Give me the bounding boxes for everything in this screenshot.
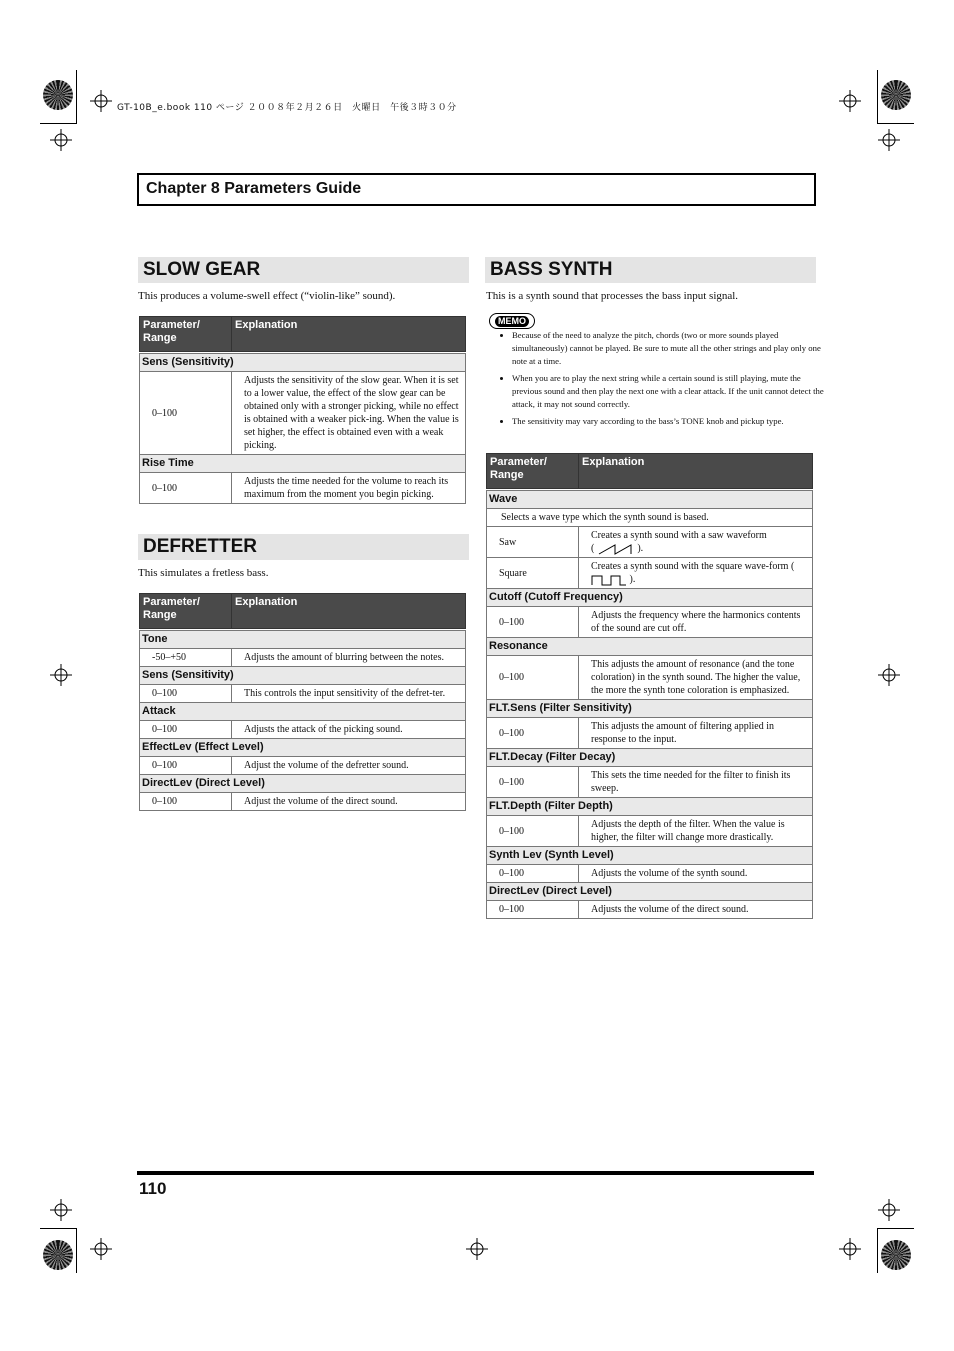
range-cell: 0–100 — [487, 718, 579, 749]
range-cell: 0–100 — [487, 816, 579, 847]
range-cell: 0–100 — [487, 607, 579, 638]
explanation-cell: Adjusts the sensitivity of the slow gear. When it is set to a lower value, the effect of the slow gear can be obtained only with a stronger picking, while no effect is obtained with a weaker pick-ing. When the value is set higher, the effect is obtained even with a weak picking. — [232, 372, 466, 455]
slow-gear-intro: This produces a volume-swell effect (“violin-like” sound). — [138, 290, 396, 302]
registration-rosette-icon — [881, 80, 911, 110]
range-cell: 0–100 — [140, 757, 232, 775]
table-row — [487, 865, 813, 883]
group-header: DirectLev (Direct Level) — [487, 883, 813, 901]
explanation-cell: Adjust the volume of the direct sound. — [232, 793, 466, 811]
group-header: Tone — [140, 631, 466, 649]
range-cell: 0–100 — [140, 372, 232, 455]
memo-badge — [489, 313, 535, 329]
section-title-defretter: DEFRETTER — [138, 534, 469, 560]
table-row — [487, 656, 813, 700]
range-cell: 0–100 — [140, 473, 232, 504]
group-header: DirectLev (Direct Level) — [140, 775, 466, 793]
crosshair-target-icon — [878, 1199, 900, 1221]
group-header: Wave — [487, 491, 813, 509]
table-row — [140, 473, 466, 504]
explanation-cell: This adjusts the amount of filtering applied in response to the input. — [579, 718, 813, 749]
explanation-cell: Adjusts the depth of the filter. When the value is higher, the filter will change more drastically. — [579, 816, 813, 847]
slow-gear-table — [139, 316, 466, 504]
header-explanation: Explanation — [232, 317, 466, 352]
crosshair-target-icon — [878, 129, 900, 151]
saw-wave-icon — [597, 543, 635, 555]
saw-paren-close: ). — [637, 543, 644, 554]
explanation-cell: Adjusts the amount of blurring between the notes. — [232, 649, 466, 667]
explanation-cell: Adjust the volume of the defretter sound. — [232, 757, 466, 775]
registration-rosette-icon — [43, 1240, 73, 1270]
section-title-bass-synth: BASS SYNTH — [485, 257, 816, 283]
table-row — [487, 718, 813, 749]
defretter-intro: This simulates a fretless bass. — [138, 567, 269, 579]
range-cell: 0–100 — [487, 865, 579, 883]
table-row — [140, 649, 466, 667]
table-row — [487, 607, 813, 638]
group-header: Resonance — [487, 638, 813, 656]
range-cell: 0–100 — [487, 767, 579, 798]
group-header: Sens (Sensitivity) — [140, 667, 466, 685]
table-row — [140, 721, 466, 739]
table-row — [487, 509, 813, 527]
registration-rosette-icon — [43, 80, 73, 110]
range-cell: Saw — [487, 527, 579, 558]
explanation-cell: This controls the input sensitivity of the defret-ter. — [232, 685, 466, 703]
explanation-cell — [579, 527, 813, 558]
explanation-cell: Adjusts the frequency where the harmonics contents of the sound are cut off. — [579, 607, 813, 638]
table-row — [487, 816, 813, 847]
header-param: Parameter/ Range — [140, 594, 232, 629]
explanation-cell: Adjusts the volume of the synth sound. — [579, 865, 813, 883]
wave-description: Selects a wave type which the synth sound is based. — [487, 509, 813, 527]
group-header: FLT.Decay (Filter Decay) — [487, 749, 813, 767]
bass-synth-intro: This is a synth sound that processes the bass input signal. — [486, 290, 739, 302]
range-cell: 0–100 — [487, 901, 579, 919]
range-cell: 0–100 — [487, 656, 579, 700]
memo-item: • When you are to play the next string while a certain sound is still playing, mute the previous sound and then play the next one with a clear attack. If the unit cannot detect the attack, it may not sound correctly. — [512, 372, 832, 411]
saw-text: Creates a synth sound with a saw waveform — [591, 530, 767, 541]
crosshair-target-icon — [90, 1238, 112, 1260]
explanation-cell: Adjusts the volume of the direct sound. — [579, 901, 813, 919]
group-header: Synth Lev (Synth Level) — [487, 847, 813, 865]
range-cell: Square — [487, 558, 579, 589]
print-metadata: GT-10B_e.book 110 ページ ２００８年２月２６日 火曜日 午後３時３０分 — [117, 103, 457, 113]
defretter-table — [139, 593, 466, 811]
table-header-row — [140, 594, 466, 629]
square-text: Creates a synth sound with the square wave-form ( — [591, 561, 795, 572]
crosshair-target-icon — [50, 1199, 72, 1221]
table-header-row — [140, 317, 466, 352]
range-cell: 0–100 — [140, 685, 232, 703]
explanation-cell: This adjusts the amount of resonance (and the tone coloration) in the synth sound. The higher the value, the more the synth tone coloration is emphasized. — [579, 656, 813, 700]
group-header: Cutoff (Cutoff Frequency) — [487, 589, 813, 607]
crosshair-target-icon — [90, 90, 112, 112]
explanation-cell: Adjusts the attack of the picking sound. — [232, 721, 466, 739]
bass-synth-table — [486, 453, 813, 919]
memo-list — [496, 329, 832, 432]
header-explanation: Explanation — [232, 594, 466, 629]
table-row — [140, 372, 466, 455]
crosshair-target-icon — [839, 90, 861, 112]
crosshair-target-icon — [50, 664, 72, 686]
explanation-cell: This sets the time needed for the filter to finish its sweep. — [579, 767, 813, 798]
footer-rule — [137, 1171, 814, 1175]
range-cell: -50–+50 — [140, 649, 232, 667]
header-param: Parameter/ Range — [140, 317, 232, 352]
crosshair-target-icon — [50, 129, 72, 151]
table-header-row — [487, 454, 813, 489]
explanation-cell: Adjusts the time needed for the volume to reach its maximum from the moment you begin picking. — [232, 473, 466, 504]
square-paren-close: ). — [629, 574, 636, 585]
range-cell: 0–100 — [140, 793, 232, 811]
table-row — [487, 558, 813, 589]
table-row — [487, 901, 813, 919]
section-title-slow-gear: SLOW GEAR — [138, 257, 469, 283]
table-row — [140, 685, 466, 703]
square-wave-icon — [591, 574, 627, 586]
crosshair-target-icon — [466, 1238, 488, 1260]
saw-paren-open: ( — [591, 543, 595, 554]
header-explanation: Explanation — [579, 454, 813, 489]
registration-rosette-icon — [881, 1240, 911, 1270]
page-number: 110 — [139, 1179, 167, 1198]
memo-item: • Because of the need to analyze the pitch, chords (two or more sounds played simultaneously) cannot be played. Be sure to mute all the other strings and play only one note at a time. — [512, 329, 832, 368]
group-header: FLT.Depth (Filter Depth) — [487, 798, 813, 816]
crosshair-target-icon — [878, 664, 900, 686]
table-row — [487, 767, 813, 798]
crosshair-target-icon — [839, 1238, 861, 1260]
group-header: Rise Time — [140, 455, 466, 473]
table-row — [140, 757, 466, 775]
memo-label: MEMO — [495, 316, 529, 327]
group-header: Attack — [140, 703, 466, 721]
range-cell: 0–100 — [140, 721, 232, 739]
group-header: EffectLev (Effect Level) — [140, 739, 466, 757]
header-param: Parameter/ Range — [487, 454, 579, 489]
explanation-cell — [579, 558, 813, 589]
memo-item: • The sensitivity may vary according to the bass’s TONE knob and pickup type. — [512, 415, 832, 428]
chapter-title: Chapter 8 Parameters Guide — [146, 180, 362, 197]
group-header: FLT.Sens (Filter Sensitivity) — [487, 700, 813, 718]
group-header: Sens (Sensitivity) — [140, 354, 466, 372]
table-row — [140, 793, 466, 811]
table-row — [487, 527, 813, 558]
